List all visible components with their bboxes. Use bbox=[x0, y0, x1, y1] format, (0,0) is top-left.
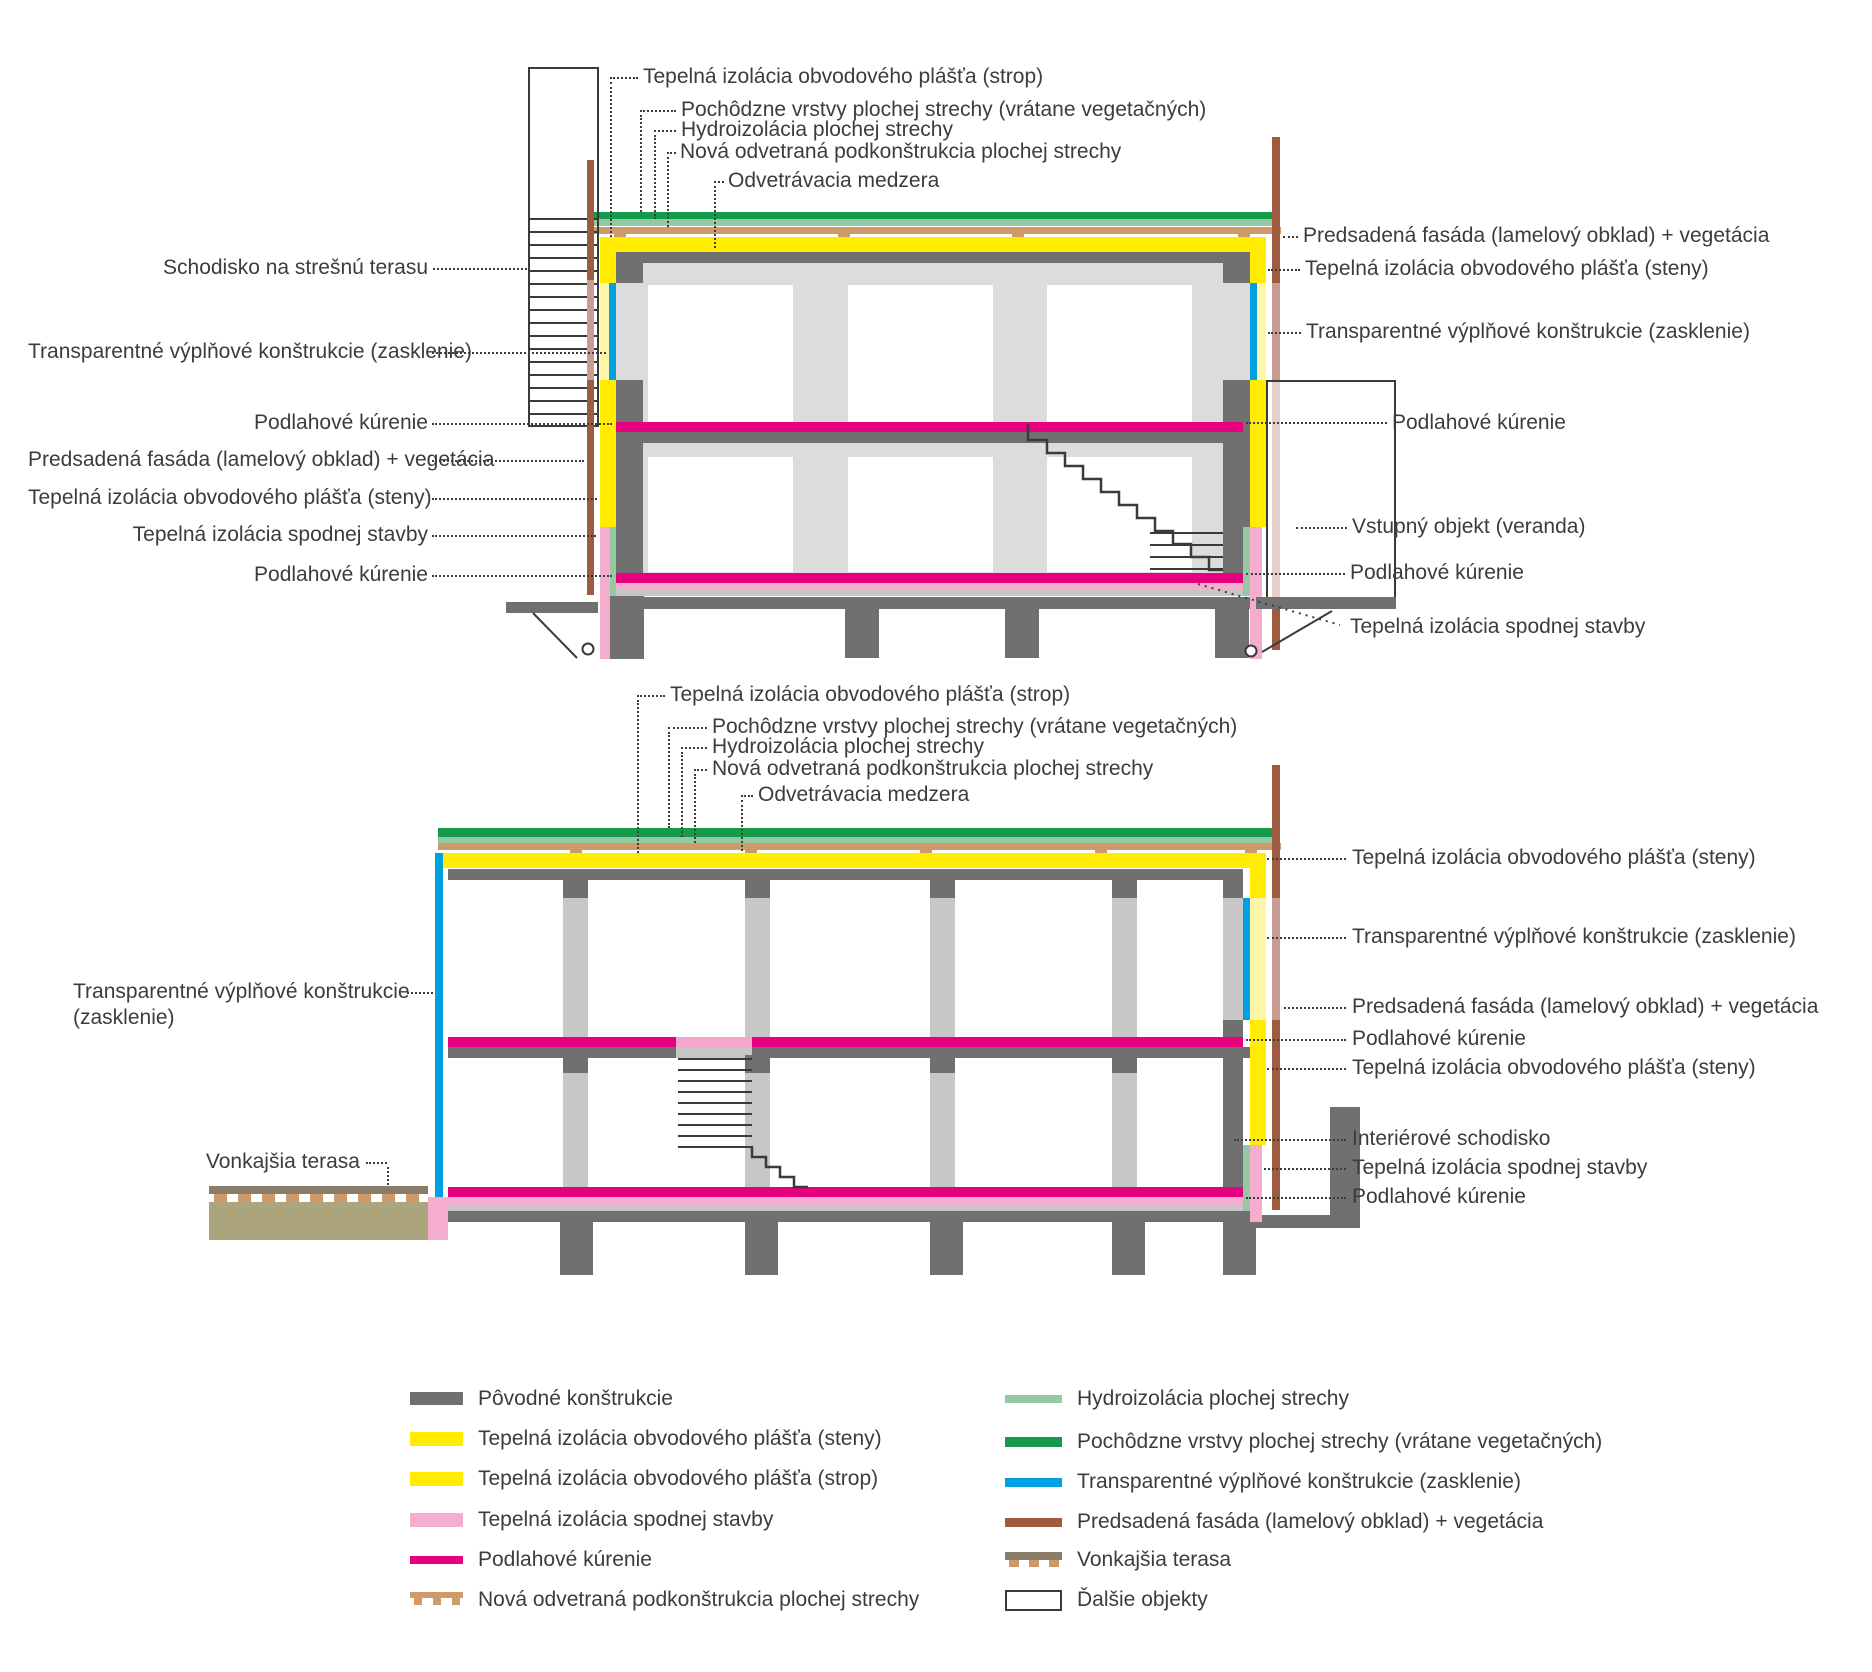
leader bbox=[667, 152, 676, 154]
leader bbox=[1267, 858, 1346, 860]
upper-storey-window bbox=[1047, 285, 1192, 422]
lower-right-wall-insulation-pale bbox=[1250, 898, 1266, 1020]
legend-label-terrace: Vonkajšia terasa bbox=[1077, 1548, 1232, 1571]
legend-label-substructure: Nová odvetraná podkonštrukcia plochej strechy bbox=[478, 1588, 920, 1611]
upper-base-slab bbox=[616, 597, 1250, 609]
leader bbox=[667, 157, 669, 227]
upper-roof-insulation-layer bbox=[600, 237, 1250, 252]
leader bbox=[407, 992, 433, 994]
leader bbox=[1234, 1139, 1346, 1141]
leader bbox=[366, 1162, 387, 1164]
upper-label-wall-insulation-right: Tepelná izolácia obvodového plášťa (steny) bbox=[1305, 257, 1709, 280]
leader bbox=[433, 268, 527, 270]
legend-label-original-structures: Pôvodné konštrukcie bbox=[478, 1387, 673, 1410]
legend-swatch-substructure-leg bbox=[433, 1598, 441, 1605]
lower-label-substructure: Nová odvetraná podkonštrukcia plochej strechy bbox=[712, 757, 1154, 780]
foundation-pier bbox=[845, 609, 879, 658]
legend-swatch-waterproofing bbox=[1005, 1395, 1062, 1403]
upper-midfloor-slab bbox=[616, 432, 1250, 443]
lower-label-facade-right: Predsadená fasáda (lamelový obklad) + vegetácia bbox=[1352, 995, 1819, 1018]
leader bbox=[1246, 422, 1387, 424]
leader bbox=[741, 795, 753, 797]
lower-roof-walkable-layer bbox=[438, 828, 1272, 837]
column bbox=[1112, 1073, 1137, 1187]
terrace-batten bbox=[238, 1194, 251, 1202]
legend-label-glazing: Transparentné výplňové konštrukcie (zasklenie) bbox=[1077, 1470, 1521, 1493]
upper-label-heating-ground-left: Podlahové kúrenie bbox=[254, 563, 428, 586]
leader bbox=[387, 1167, 389, 1185]
veranda-floor-slab bbox=[1256, 597, 1396, 609]
lower-label-base-insulation: Tepelná izolácia spodnej stavby bbox=[1352, 1156, 1648, 1179]
lower-right-base-insulation bbox=[1250, 1145, 1262, 1222]
foundation-pier bbox=[930, 1222, 963, 1275]
leader bbox=[432, 498, 597, 500]
upper-wall-corner-block bbox=[1223, 252, 1250, 283]
leader bbox=[681, 747, 707, 749]
lower-label-heating-mid: Podlahové kúrenie bbox=[1352, 1027, 1526, 1050]
terrace-batten bbox=[286, 1194, 299, 1202]
column-head bbox=[563, 1055, 588, 1073]
legend-swatch-terrace-leg bbox=[1009, 1560, 1019, 1567]
leader bbox=[1264, 1168, 1346, 1170]
upper-label-facade-left: Predsadená fasáda (lamelový obklad) + vegetácia bbox=[28, 448, 495, 471]
lower-label-heating-ground: Podlahové kúrenie bbox=[1352, 1185, 1526, 1208]
lower-label-roof-insulation: Tepelná izolácia obvodového plášťa (strop) bbox=[670, 683, 1071, 706]
legend-swatch-substructure-leg bbox=[414, 1598, 422, 1605]
leader bbox=[681, 752, 683, 837]
column-head bbox=[1112, 1055, 1137, 1073]
lower-label-terrace: Vonkajšia terasa bbox=[205, 1150, 360, 1173]
legend-label-waterproofing: Hydroizolácia plochej strechy bbox=[1077, 1387, 1349, 1410]
legend-swatch-facade bbox=[1005, 1518, 1062, 1527]
lower-right-facade-lamella-behind-glazing bbox=[1272, 898, 1280, 1020]
upper-label-glazing-left: Transparentné výplňové konštrukcie (zasklenie) bbox=[28, 340, 472, 363]
upper-interior-stair-treads bbox=[1150, 532, 1223, 576]
leader bbox=[432, 423, 612, 425]
lower-right-glazing bbox=[1243, 898, 1250, 1020]
legend-label-other-objects: Ďalšie objekty bbox=[1077, 1588, 1208, 1611]
column-head bbox=[563, 880, 588, 898]
legend-swatch-substructure-leg bbox=[452, 1598, 460, 1605]
upper-left-wall-insulation bbox=[600, 237, 616, 527]
upper-right-glazing bbox=[1250, 283, 1257, 380]
legend-swatch-original-structures bbox=[410, 1392, 463, 1405]
terrace-batten bbox=[334, 1194, 347, 1202]
legend-swatch-terrace-leg bbox=[1029, 1560, 1039, 1567]
upper-storey-window bbox=[848, 285, 993, 422]
terrace-batten bbox=[310, 1194, 323, 1202]
column-head bbox=[745, 880, 770, 898]
upper-label-heating-mid-left: Podlahové kúrenie bbox=[254, 411, 428, 434]
legend-swatch-glazing bbox=[1005, 1478, 1062, 1487]
terrace-batten bbox=[358, 1194, 371, 1202]
lower-label-glazing-right: Transparentné výplňové konštrukcie (zasklenie) bbox=[1352, 925, 1796, 948]
lower-roof-substructure-rail bbox=[438, 843, 1281, 850]
leader bbox=[714, 181, 724, 183]
leader bbox=[640, 110, 676, 112]
legend-swatch-floor-heating bbox=[410, 1556, 463, 1564]
upper-storey-window bbox=[648, 285, 793, 422]
lower-roof-slab bbox=[448, 869, 1243, 880]
upper-label-heating-ground-right: Podlahové kúrenie bbox=[1350, 561, 1524, 584]
upper-right-waterproofing-strip bbox=[1243, 527, 1250, 596]
terrace-deck-surface bbox=[209, 1186, 428, 1194]
leader bbox=[1284, 1007, 1346, 1009]
lower-label-glazing-line2: (zasklenie) bbox=[73, 1006, 175, 1029]
upper-roof-slab bbox=[616, 252, 1250, 263]
upper-wall-corner-block bbox=[616, 252, 643, 283]
lower-storey-window bbox=[648, 457, 793, 572]
leader bbox=[1246, 1197, 1346, 1199]
leader bbox=[610, 77, 638, 79]
lower-groundfloor-insulation bbox=[443, 1197, 1256, 1205]
legend-swatch-walkable-layers bbox=[1005, 1437, 1062, 1447]
foundation-pier bbox=[1223, 1222, 1256, 1275]
upper-label-heating-mid-right: Podlahové kúrenie bbox=[1392, 411, 1566, 434]
terrace-batten bbox=[262, 1194, 275, 1202]
leader bbox=[668, 727, 707, 729]
lower-midfloor-heating-stair-opening bbox=[676, 1037, 752, 1047]
leader bbox=[637, 695, 665, 697]
upper-label-roof-insulation: Tepelná izolácia obvodového plášťa (strop) bbox=[643, 65, 1044, 88]
upper-label-waterproofing: Hydroizolácia plochej strechy bbox=[681, 118, 953, 141]
lower-right-wall bbox=[1223, 880, 1243, 898]
leader bbox=[1246, 1039, 1346, 1041]
lower-groundfloor-heating bbox=[448, 1187, 1243, 1197]
legend-label-facade: Predsadená fasáda (lamelový obklad) + vegetácia bbox=[1077, 1510, 1544, 1533]
left-cantilever-slab bbox=[506, 602, 598, 613]
leader bbox=[432, 535, 596, 537]
upper-label-facade-right: Predsadená fasáda (lamelový obklad) + vegetácia bbox=[1303, 224, 1770, 247]
lower-label-interior-stair: Interiérové schodisko bbox=[1352, 1127, 1551, 1150]
lower-right-waterproofing-strip bbox=[1243, 1145, 1250, 1211]
left-strut-line bbox=[533, 613, 577, 658]
column bbox=[563, 898, 588, 1037]
upper-label-wall-insulation-left: Tepelná izolácia obvodového plášťa (steny) bbox=[28, 486, 432, 509]
lower-label-wall-insulation-top: Tepelná izolácia obvodového plášťa (steny) bbox=[1352, 846, 1756, 869]
lower-base-slab bbox=[448, 1211, 1256, 1222]
upper-midfloor-heating bbox=[616, 422, 1243, 432]
upper-left-wall-insulation-pale bbox=[600, 283, 609, 380]
foundation-pier bbox=[1215, 609, 1249, 658]
lower-left-glazing-line bbox=[435, 853, 443, 1197]
terrace-batten bbox=[406, 1194, 419, 1202]
leader bbox=[1267, 937, 1346, 939]
column-head bbox=[930, 880, 955, 898]
upper-groundfloor-screed bbox=[616, 590, 1250, 596]
upper-right-base-insulation bbox=[1250, 527, 1262, 659]
leader bbox=[1268, 332, 1301, 334]
column bbox=[930, 898, 955, 1037]
leader bbox=[714, 186, 716, 248]
leader bbox=[1246, 573, 1345, 575]
lower-label-glazing-line1: Transparentné výplňové konštrukcie bbox=[73, 980, 410, 1003]
legend-swatch-base-insulation bbox=[410, 1513, 463, 1527]
lower-midfloor-heating bbox=[448, 1037, 1243, 1047]
terrace-building-joint-insulation bbox=[428, 1197, 448, 1240]
legend-label-wall-insulation: Tepelná izolácia obvodového plášťa (steny) bbox=[478, 1427, 882, 1450]
leader bbox=[668, 732, 670, 828]
legend-swatch-terrace-leg bbox=[1049, 1560, 1059, 1567]
legend-label-walkable-layers: Pochôdzne vrstvy plochej strechy (vrátane vegetačných) bbox=[1077, 1430, 1603, 1453]
upper-left-facade-lamella-behind-glazing bbox=[587, 280, 594, 380]
column bbox=[563, 1073, 588, 1187]
upper-roof-substructure-rail bbox=[593, 227, 1281, 234]
upper-label-walkable-layers: Pochôdzne vrstvy plochej strechy (vrátane vegetačných) bbox=[681, 98, 1207, 121]
upper-roof-walkable-layer bbox=[593, 212, 1272, 219]
lower-interior-stair-treads bbox=[678, 1058, 752, 1148]
column bbox=[745, 898, 770, 1037]
column bbox=[930, 1073, 955, 1187]
upper-right-wall-insulation-pale bbox=[1257, 283, 1266, 380]
lower-storey-window bbox=[848, 457, 993, 572]
leader bbox=[1283, 236, 1298, 238]
upper-groundfloor-insulation bbox=[616, 583, 1243, 590]
foundation-pier bbox=[745, 1222, 778, 1275]
left-support-circle bbox=[583, 644, 594, 655]
upper-left-waterproofing-strip bbox=[610, 527, 616, 596]
upper-label-glazing-right: Transparentné výplňové konštrukcie (zasklenie) bbox=[1306, 320, 1750, 343]
foundation-pier bbox=[560, 1222, 593, 1275]
lower-label-waterproofing: Hydroizolácia plochej strechy bbox=[712, 735, 984, 758]
leader bbox=[432, 575, 612, 577]
legend-label-roof-insulation: Tepelná izolácia obvodového plášťa (strop) bbox=[478, 1467, 879, 1490]
leader bbox=[654, 130, 676, 132]
legend-swatch-other-objects bbox=[1005, 1590, 1062, 1611]
upper-label-air-gap: Odvetrávacia medzera bbox=[728, 169, 940, 192]
upper-label-veranda: Vstupný objekt (veranda) bbox=[1352, 515, 1586, 538]
lower-label-wall-insulation-bottom: Tepelná izolácia obvodového plášťa (steny) bbox=[1352, 1056, 1756, 1079]
column-head bbox=[1112, 880, 1137, 898]
leader bbox=[637, 700, 639, 853]
lower-roof-insulation-layer bbox=[443, 853, 1250, 868]
lower-right-wall-window-zone bbox=[1223, 898, 1243, 1020]
lower-label-walkable-layers: Pochôdzne vrstvy plochej strechy (vrátane vegetačných) bbox=[712, 715, 1238, 738]
legend-label-floor-heating: Podlahové kúrenie bbox=[478, 1548, 652, 1571]
leader bbox=[654, 135, 656, 219]
lower-midfloor-slab-stair-opening bbox=[676, 1047, 752, 1058]
upper-left-base-insulation bbox=[600, 527, 610, 659]
foundation-pier bbox=[610, 596, 644, 659]
leader bbox=[694, 774, 696, 843]
leader bbox=[610, 82, 612, 237]
upper-roof-waterproofing-layer bbox=[593, 219, 1272, 226]
column-head bbox=[930, 1055, 955, 1073]
terrace-body bbox=[209, 1202, 428, 1240]
leader bbox=[432, 352, 606, 354]
lower-wall-corner-block bbox=[616, 432, 643, 573]
upper-left-glazing bbox=[609, 283, 616, 380]
column bbox=[1112, 898, 1137, 1037]
foundation-pier bbox=[1112, 1222, 1145, 1275]
leader bbox=[741, 800, 743, 851]
upper-label-substructure: Nová odvetraná podkonštrukcia plochej strechy bbox=[680, 140, 1122, 163]
upper-label-base-insulation-right: Tepelná izolácia spodnej stavby bbox=[1350, 615, 1646, 638]
leader bbox=[1267, 1068, 1346, 1070]
terrace-batten bbox=[214, 1194, 227, 1202]
leader bbox=[640, 115, 642, 212]
legend-swatch-terrace-bar bbox=[1005, 1552, 1062, 1560]
lower-label-air-gap: Odvetrávacia medzera bbox=[758, 783, 970, 806]
leader bbox=[694, 769, 707, 771]
legend-label-base-insulation: Tepelná izolácia spodnej stavby bbox=[478, 1508, 774, 1531]
leader bbox=[1296, 527, 1347, 529]
legend-swatch-wall-insulation bbox=[410, 1432, 463, 1446]
upper-label-stair-tower: Schodisko na strešnú terasu bbox=[163, 256, 428, 279]
leader bbox=[1268, 269, 1300, 271]
terrace-batten bbox=[382, 1194, 395, 1202]
leader bbox=[432, 460, 584, 462]
legend-swatch-roof-insulation bbox=[410, 1472, 463, 1486]
upper-right-wall-insulation bbox=[1250, 237, 1266, 527]
foundation-pier bbox=[1005, 609, 1039, 658]
upper-label-base-insulation-left: Tepelná izolácia spodnej stavby bbox=[132, 523, 428, 546]
upper-groundfloor-heating bbox=[616, 573, 1243, 583]
